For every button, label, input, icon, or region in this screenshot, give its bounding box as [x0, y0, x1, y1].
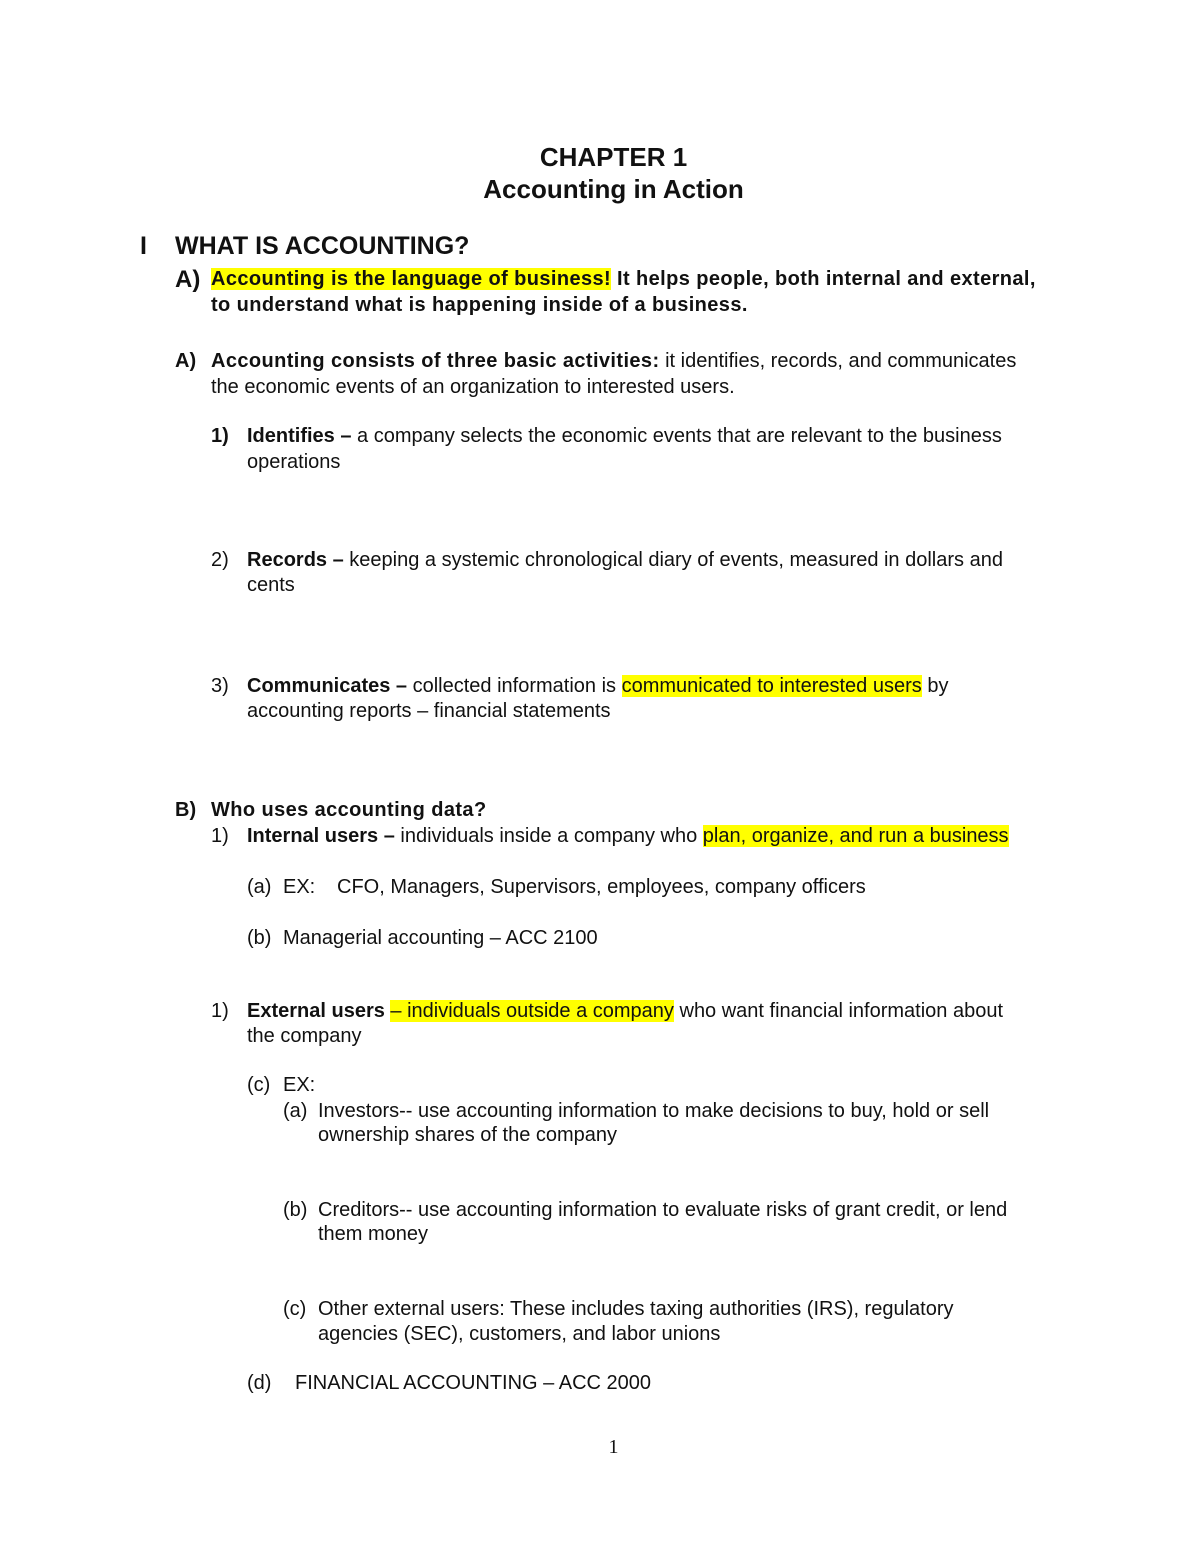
communicates-line-1 — [247, 674, 948, 699]
records-line-1 — [247, 548, 1003, 573]
section-numeral: I — [140, 232, 147, 260]
internal-users-highlight: plan, organize, and run a business — [702, 825, 1009, 847]
item-number: 3) — [211, 675, 229, 697]
records-term: Records – — [247, 549, 344, 571]
activities-marker: A) — [175, 350, 197, 372]
subitem-label: (b) — [283, 1199, 308, 1221]
activities-label: Accounting consists of three basic activities: — [211, 350, 660, 372]
financial-label: (d) — [247, 1372, 272, 1394]
activities-line-2: the economic events of an organization to interested users. — [211, 376, 735, 398]
page-number: 1 — [608, 1436, 619, 1458]
external-users-highlight: – individuals outside a company — [390, 1000, 674, 1022]
identifies-term: Identifies – — [247, 425, 352, 447]
users-heading: Who uses accounting data? — [211, 799, 487, 821]
intro-marker: A) — [175, 266, 201, 293]
records-line-2: cents — [247, 574, 295, 596]
internal-users-line — [247, 824, 1009, 849]
external-users-line-1 — [247, 999, 1003, 1024]
internal-ex-label: (a) — [247, 876, 272, 898]
intro-rest: It helps people, both internal and external, — [611, 268, 1036, 290]
external-users-term: External users — [247, 1000, 385, 1022]
managerial-text: Managerial accounting – ACC 2100 — [283, 927, 598, 949]
communicates-post: by — [921, 675, 949, 697]
internal-users-desc: individuals inside a company who — [394, 825, 703, 847]
identifies-line-1 — [247, 424, 1002, 449]
other-users-line-1: Other external users: These includes taxing authorities (IRS), regulatory — [318, 1298, 954, 1320]
intro-highlight: Accounting is the language of business! — [211, 268, 612, 290]
users-marker: B) — [175, 799, 197, 821]
communicates-pre: collected information is — [407, 675, 622, 697]
internal-ex-list: CFO, Managers, Supervisors, employees, company officers — [337, 876, 866, 898]
investors-line-2: ownership shares of the company — [318, 1124, 618, 1146]
records-desc: keeping a systemic chronological diary of events, measured in dollars and — [343, 549, 1003, 571]
communicates-highlight: communicated to interested users — [621, 675, 922, 697]
chapter-title: Accounting in Action — [483, 174, 744, 204]
external-ex-text: EX: — [283, 1074, 316, 1096]
item-number: 1) — [211, 1000, 229, 1022]
section-heading: WHAT IS ACCOUNTING? — [175, 232, 470, 260]
item-number: 1) — [211, 825, 229, 847]
investors-line-1: Investors-- use accounting information to make decisions to buy, hold or sell — [318, 1100, 990, 1122]
managerial-label: (b) — [247, 927, 272, 949]
activities-line-1 — [211, 349, 1016, 374]
item-number: 1) — [211, 425, 229, 447]
subitem-label: (a) — [283, 1100, 308, 1122]
identifies-desc: a company selects the economic events that are relevant to the business — [351, 425, 1002, 447]
external-users-desc: who want financial information about — [673, 1000, 1004, 1022]
external-ex-label: (c) — [247, 1074, 271, 1096]
activities-rest: it identifies, records, and communicates — [659, 350, 1017, 372]
internal-ex-text: EX: — [283, 876, 316, 898]
subitem-label: (c) — [283, 1298, 307, 1320]
internal-users-term: Internal users – — [247, 825, 395, 847]
creditors-line-2: them money — [318, 1223, 429, 1245]
item-number: 2) — [211, 549, 229, 571]
communicates-line-2: accounting reports – financial statements — [247, 700, 611, 722]
financial-text: FINANCIAL ACCOUNTING – ACC 2000 — [295, 1372, 652, 1394]
other-users-line-2: agencies (SEC), customers, and labor unions — [318, 1323, 721, 1345]
communicates-term: Communicates – — [247, 675, 408, 697]
external-users-line-2: the company — [247, 1025, 362, 1047]
intro-line-1 — [211, 267, 1036, 292]
chapter-number: CHAPTER 1 — [539, 142, 688, 172]
intro-line-2: to understand what is happening inside of a business. — [211, 294, 748, 316]
identifies-line-2: operations — [247, 451, 341, 473]
creditors-line-1: Creditors-- use accounting information to evaluate risks of grant credit, or lend — [318, 1199, 1008, 1221]
